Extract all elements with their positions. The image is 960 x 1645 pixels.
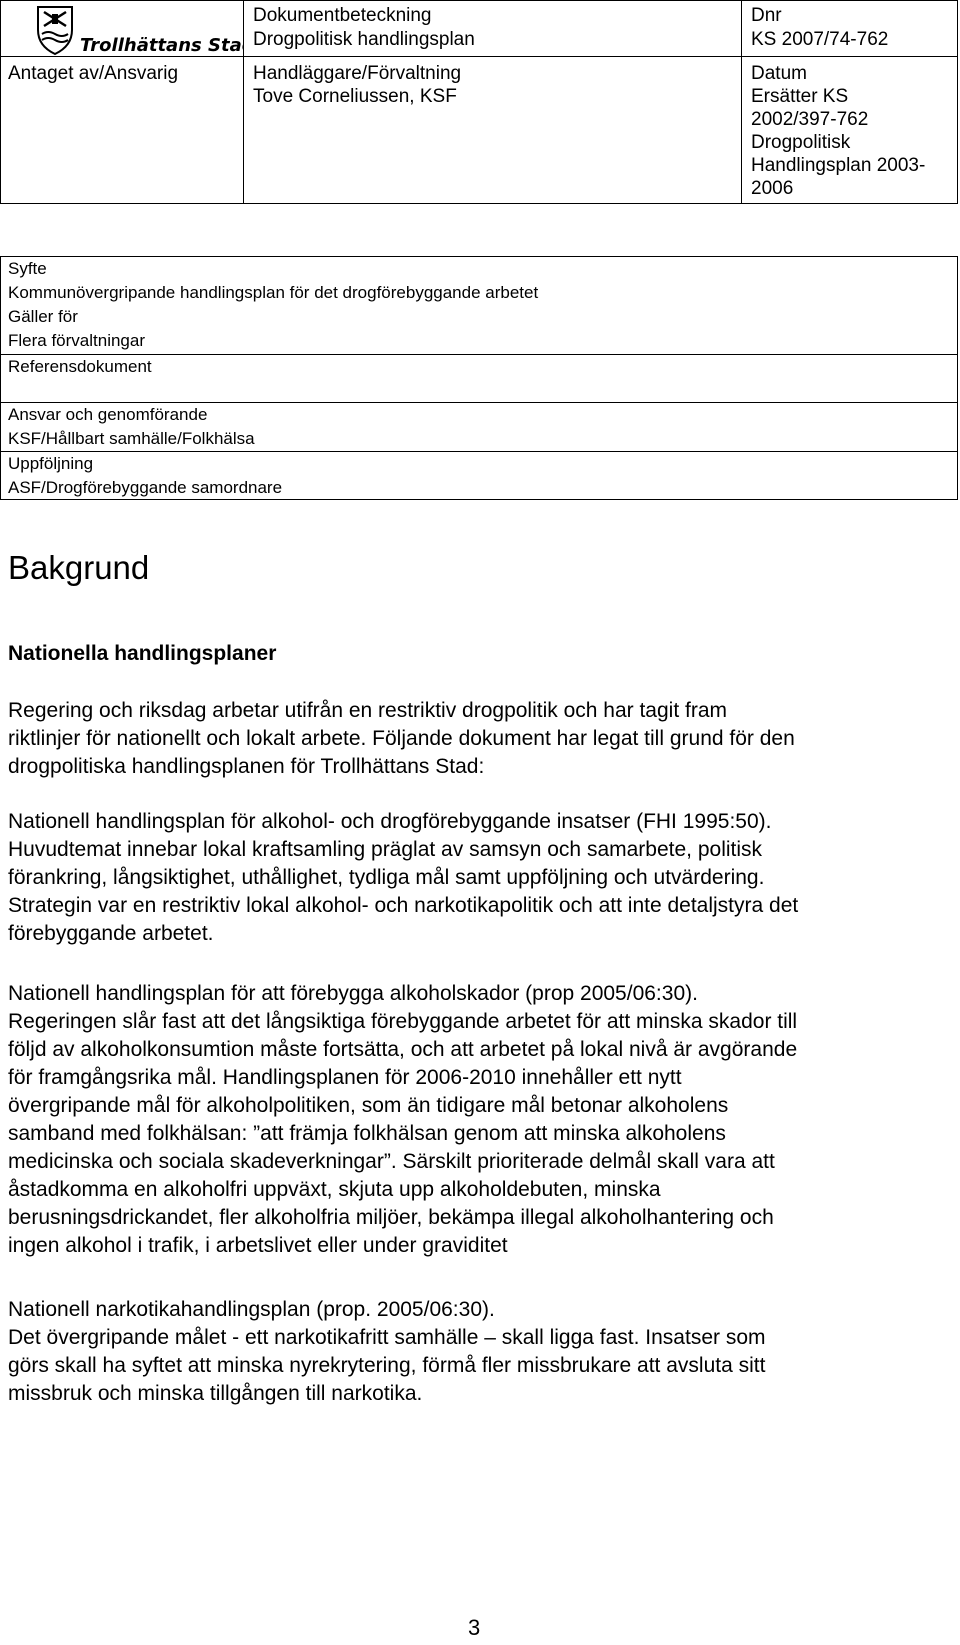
follow-up-label: Uppföljning: [8, 454, 94, 473]
header-row-divider: [0, 56, 958, 57]
handler-value: Tove Corneliussen, KSF: [253, 86, 457, 107]
text-line: övergripande mål för alkoholpolitiken, som än tidigare mål betonar alkoholens: [8, 1094, 729, 1117]
text-line: samband med folkhälsan: ”att främja folkhälsan genom att minska alkoholens: [8, 1122, 726, 1145]
reference-label: Referensdokument: [8, 357, 152, 376]
replaces-line: 2002/397-762: [751, 109, 869, 130]
text-line: Strategin var en restriktiv lokal alkohol- och narkotikapolitik och att inte detaljstyra det: [8, 894, 799, 917]
paragraph-intro: [8, 697, 956, 781]
text-line: missbruk och minska tillgången till narkotika.: [8, 1382, 423, 1405]
responsibility-label: Ansvar och genomförande: [8, 405, 208, 424]
text-line: medicinska och sociala skadeverkningar”. Särskilt prioriterade delmål skall vara att: [8, 1150, 775, 1173]
header-divider-1: [243, 0, 244, 204]
document-value: Drogpolitisk handlingsplan: [253, 29, 475, 50]
section-title: Bakgrund: [8, 549, 150, 586]
replaces-line: Handlingsplan 2003-: [751, 155, 926, 176]
header-divider-2: [741, 0, 742, 204]
document-label: Dokumentbeteckning: [253, 5, 432, 26]
text-line: Regering och riksdag arbetar utifrån en restriktiv drogpolitik och har tagit fram: [8, 699, 728, 722]
responsibility-value: KSF/Hållbart samhälle/Folkhälsa: [8, 429, 255, 448]
text-line: ingen alkohol i trafik, i arbetslivet eller under graviditet: [8, 1234, 508, 1257]
purpose-label: Syfte: [8, 259, 47, 278]
dnr-label: Dnr: [751, 5, 782, 26]
applies-to-label: Gäller för: [8, 307, 78, 326]
replaces-line: Drogpolitisk: [751, 132, 851, 153]
paragraph-fhi: [8, 808, 956, 948]
adopted-by-label: Antaget av/Ansvarig: [8, 63, 179, 84]
text-line: Huvudtemat innebar lokal kraftsamling präglat av samsyn och samarbete, politisk: [8, 838, 763, 861]
meta-row-divider: [0, 451, 958, 452]
text-line: drogpolitiska handlingsplanen för Trollhättans Stad:: [8, 755, 485, 778]
date-label: Datum: [751, 63, 807, 84]
logo-wordmark: Trollhättans Stad: [80, 35, 243, 56]
text-line: berusningsdrickandet, fler alkoholfria miljöer, bekämpa illegal alkoholhantering och: [8, 1206, 774, 1229]
text-line: Det övergripande målet - ett narkotikafritt samhälle – skall ligga fast. Insatser som: [8, 1326, 766, 1349]
handler-label: Handläggare/Förvaltning: [253, 63, 462, 84]
text-line: görs skall ha syftet att minska nyrekrytering, förmå fler missbrukare att avsluta sitt: [8, 1354, 766, 1377]
replaces-line: 2006: [751, 178, 794, 199]
applies-to-value: Flera förvaltningar: [8, 331, 146, 350]
paragraph-alcohol-plan: [8, 980, 956, 1260]
text-line: Regeringen slår fast att det långsiktiga förebyggande arbetet för att minska skador till: [8, 1010, 798, 1033]
subsection-title: Nationella handlingsplaner: [8, 642, 277, 665]
dnr-value: KS 2007/74-762: [751, 29, 889, 50]
text-line: Nationell handlingsplan för alkohol- och drogförebyggande insatser (FHI 1995:50).: [8, 810, 772, 833]
purpose-value: Kommunövergripande handlingsplan för det drogförebyggande arbetet: [8, 283, 539, 302]
text-line: följd av alkoholkonsumtion måste fortsätta, och att arbetet på lokal nivå är avgörande: [8, 1038, 798, 1061]
text-line: Nationell narkotikahandlingsplan (prop. 2005/06:30).: [8, 1298, 495, 1321]
municipality-logo: [30, 4, 243, 56]
text-line: åstadkomma en alkoholfri uppväxt, skjuta upp alkoholdebuten, minska: [8, 1178, 661, 1201]
text-line: Nationell handlingsplan för att förebygga alkoholskador (prop 2005/06:30).: [8, 982, 698, 1005]
coat-of-arms-icon: [38, 7, 72, 54]
replaces-line: Ersätter KS: [751, 86, 849, 107]
page-number: 3: [468, 1615, 481, 1640]
follow-up-value: ASF/Drogförebyggande samordnare: [8, 478, 283, 497]
text-line: riktlinjer för nationellt och lokalt arbete. Följande dokument har legat till grund för den: [8, 727, 795, 750]
text-line: förankring, långsiktighet, uthållighet, tydliga mål samt uppföljning och utvärdering.: [8, 866, 765, 889]
paragraph-narcotics-plan: [8, 1296, 956, 1408]
text-line: förebyggande arbetet.: [8, 922, 214, 945]
text-line: för framgångsrika mål. Handlingsplanen för 2006-2010 innehåller ett nytt: [8, 1066, 682, 1089]
